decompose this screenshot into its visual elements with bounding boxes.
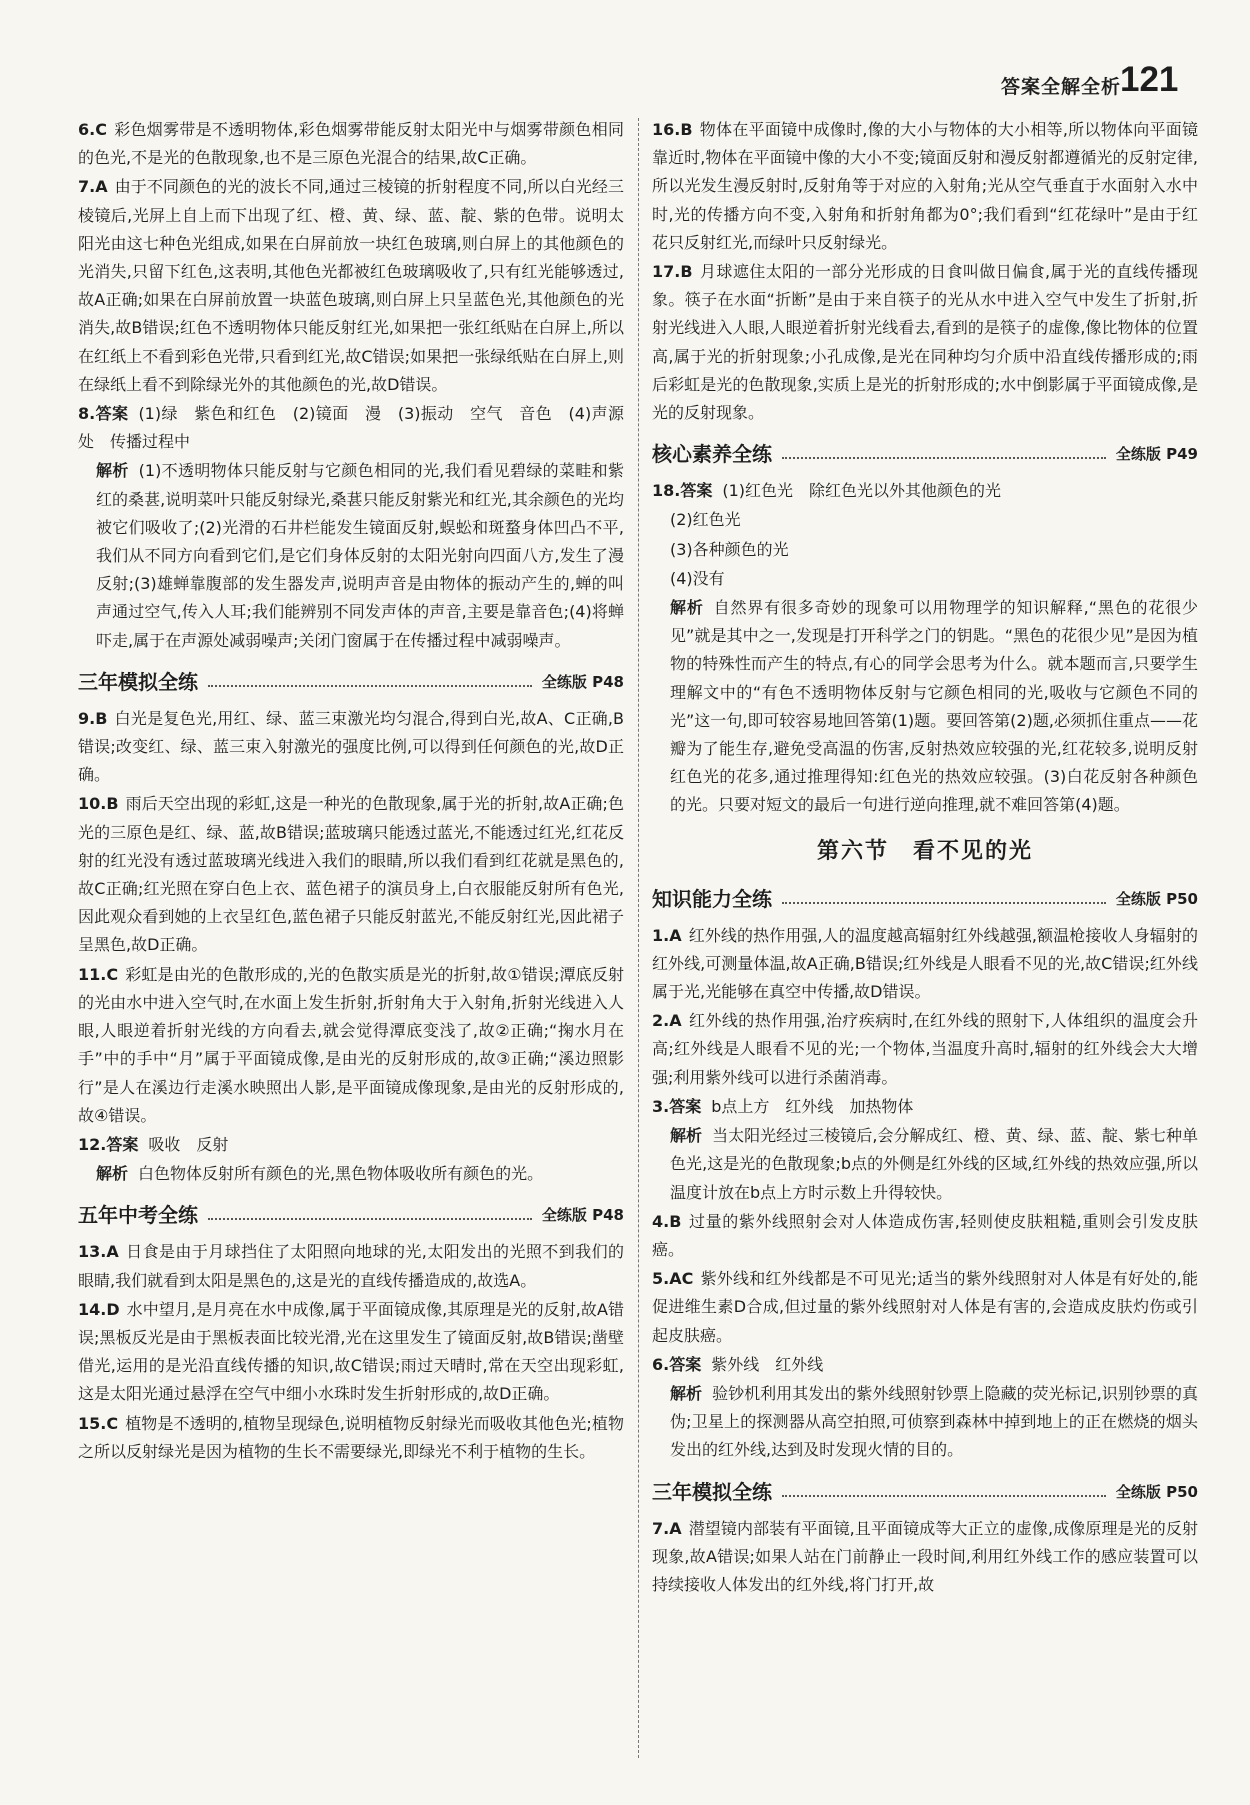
section-title: 知识能力全练 [652, 886, 772, 911]
section-title: 核心素养全练 [652, 442, 772, 467]
answer-text: 红外线的热作用强,人的温度越高辐射红外线越强,额温枪接收人身辐射的红外线,可测量体温,故A正确,B错误;红外线是人眼看不见的光,故C错误;红外线属于光,光能够在真空中传播,故D错误。 [652, 925, 1198, 1002]
answer-text: 白光是复色光,用红、绿、蓝三束激光均匀混合,得到白光,故A、C正确,B错误;改变红、绿、蓝三束入射激光的强度比例,可以得到任何颜色的光,故D正确。 [78, 708, 624, 785]
question-label: 10.B [78, 794, 119, 814]
answer-text: (1)红色光 除红色光以外其他颜色的光 [722, 481, 1002, 501]
answer-paragraph [78, 705, 624, 790]
answer-text: 吸收 反射 [148, 1134, 229, 1154]
running-header-title: 答案全解全析 [1001, 76, 1122, 98]
question-label: 16.B [652, 120, 693, 139]
answer-paragraph [78, 1410, 624, 1466]
answer-paragraph [652, 1515, 1198, 1600]
chapter-title: 看不见的光 [913, 838, 1034, 864]
dotted-leader [208, 1218, 532, 1220]
answer-text: 验钞机利用其发出的紫外线照射钞票上隐藏的荧光标记,识别钞票的真伪;卫星上的探测器从高空拍照,可侦察到森林中掉到地上的正在燃烧的烟头发出的红外线,达到及时发现火情的目的。 [670, 1383, 1198, 1460]
answer-paragraph [652, 1122, 1198, 1207]
question-label: 6.C [78, 120, 107, 139]
answer-paragraph [652, 1265, 1198, 1350]
answer-paragraph [652, 1093, 1198, 1121]
answer-text: 自然界有很多奇妙的现象可以用物理学的知识解释,“黑色的花很少见”就是其中之一,发现是打开科学之门的钥匙。“黑色的花很少见”是因为植物的特殊性而产生的特点,有心的同学会思考为什么。就本题而言,只要学生理解文中的“有色不透明物体反射与它颜色相同的光,吸收与它颜色不同的光”这一句,即可较容易地回答第(1)题。要回答第(2)题,必须抓住重点——花瓣为了能生存,避免受高温的伤害,反射热效应较强的光,红花较多,说明反射红色光的花多,通过推理得知:红色光的热效应较强。(3)白花反射各种颜色的光。只要对短文的最后一句进行逆向推理,就不难回答第(4)题。 [670, 598, 1198, 815]
dotted-leader [782, 457, 1106, 459]
answer-paragraph [78, 961, 624, 1130]
section-page-ref: 全练版 P48 [541, 672, 624, 691]
answer-paragraph [652, 922, 1198, 1007]
answer-text: 水中望月,是月亮在水中成像,属于平面镜成像,其原理是光的反射,故A错误;黑板反光是由于黑板表面比较光滑,光在这里发生了镜面反射,故B错误;凿壁借光,运用的是光沿直线传播的知识,故C错误;雨过天晴时,常在天空出现彩虹,这是太阳光通过悬浮在空气中细小水珠时发生折射形成的,故D正确。 [78, 1299, 624, 1404]
page-number: 121 [1120, 60, 1179, 99]
answer-text: 由于不同颜色的光的波长不同,通过三棱镜的折射程度不同,所以白光经三棱镜后,光屏上自上而下出现了红、橙、黄、绿、蓝、靛、紫的色带。说明太阳光由这七种色光组成,如果在白屏前放一块红色玻璃,则白屏上的其他颜色的光消失,只留下红色,这表明,其他色光都被红色玻璃吸收了,只有红光能够透过,故A正确;如果在白屏前放置一块蓝色玻璃,则白屏上只呈蓝色光,其他颜色的光消失,故B错误;红色不透明物体只能反射红光,如果把一张红纸贴在白屏上,所以在红纸上不看到彩色光带,只看到红光,故C错误;如果把一张绿纸贴在白屏上,则在绿纸上看不到除绿光外的其他颜色的光,故D错误。 [78, 177, 624, 394]
question-label: 解析 [670, 1126, 703, 1146]
dotted-leader [208, 685, 532, 687]
section-heading [652, 437, 1198, 471]
answer-paragraph [652, 536, 1198, 564]
section-heading [652, 1475, 1198, 1509]
answer-text: 紫外线和红外线都是不可见光;适当的紫外线照射对人体是有好处的,能促进维生素D合成,但过量的紫外线照射对人体是有害的,会造成皮肤灼伤或引起皮肤癌。 [652, 1269, 1198, 1345]
answer-paragraph [78, 1296, 624, 1409]
answer-text: 雨后天空出现的彩虹,这是一种光的色散现象,属于光的折射,故A正确;色光的三原色是红、绿、蓝,故B错误;蓝玻璃只能透过蓝光,不能透过红光,红花反射的红光没有透过蓝玻璃光线进入我们的眼睛,所以我们看到红花就是黑色的,故C正确;红光照在穿白色上衣、蓝色裙子的演员身上,白衣服能反射所有色光,因此观众看到她的上衣呈红色,蓝色裙子只能反射蓝光,不能反射红光,因此裙子呈黑色,故D正确。 [78, 794, 624, 955]
answer-text: 日食是由于月球挡住了太阳照向地球的光,太阳发出的光照不到我们的眼睛,我们就看到太阳是黑色的,这是光的直线传播造成的,故选A。 [78, 1242, 624, 1290]
question-label: 解析 [670, 1383, 703, 1403]
question-label: 14.D [78, 1299, 120, 1319]
answer-paragraph [652, 258, 1198, 427]
right-column [652, 116, 1198, 1600]
question-label: 6.答案 [652, 1354, 702, 1374]
chapter-number: 第六节 [816, 838, 889, 864]
dotted-leader [782, 902, 1106, 904]
section-title: 三年模拟全练 [78, 669, 198, 694]
question-label: 1.A [652, 925, 682, 945]
answer-paragraph [78, 457, 624, 654]
answer-text: 物体在平面镜中成像时,像的大小与物体的大小相等,所以物体向平面镜靠近时,物体在平面镜中像的大小不变;镜面反射和漫反射都遵循光的反射定律,所以光发生漫反射时,反射角等于对应的入射角;光从空气垂直于水面射入水中时,光的传播方向不变,入射角和折射角都为0°;我们看到“红花绿叶”是由于红花只反射红光,而绿叶只反射绿光。 [652, 120, 1198, 252]
section-page-ref: 全练版 P50 [1115, 889, 1198, 908]
question-label: 2.A [652, 1011, 682, 1031]
section-title: 三年模拟全练 [652, 1479, 772, 1504]
question-label: 4.B [652, 1211, 682, 1231]
section-page-ref: 全练版 P49 [1115, 445, 1198, 464]
question-label: 13.A [78, 1242, 119, 1262]
question-label: 11.C [78, 964, 119, 984]
answer-text: 植物是不透明的,植物呈现绿色,说明植物反射绿光而吸收其他色光;植物之所以反射绿光是因为植物的生长不需要绿光,即绿光不利于植物的生长。 [78, 1413, 624, 1461]
question-label: 5.AC [652, 1269, 694, 1289]
section-heading [78, 1198, 624, 1232]
column-divider [638, 118, 639, 1758]
question-label: 17.B [652, 262, 693, 282]
answer-paragraph [652, 477, 1198, 505]
answer-paragraph [652, 594, 1198, 820]
section-page-ref: 全练版 P50 [1115, 1482, 1198, 1501]
section-title: 五年中考全练 [78, 1203, 198, 1228]
answer-paragraph [78, 116, 624, 172]
answer-paragraph [652, 565, 1198, 593]
answer-paragraph [78, 790, 624, 959]
answer-paragraph [652, 116, 1198, 257]
answer-text: 彩虹是由光的色散形成的,光的色散实质是光的折射,故①错误;潭底反射的光由水中进入空气时,在水面上发生折射,折射角大于入射角,折射光线进入人眼,人眼逆着折射光线的方向看去,就会觉得潭底变浅了,故②正确;“掬水月在手”中的手中“月”属于平面镜成像,是由光的反射形成的,故③正确;“溪边照影行”是人在溪边行走溪水映照出人影,是平面镜成像现象,是由光的反射形成的,故④错误。 [78, 964, 624, 1125]
section-page-ref: 全练版 P48 [541, 1206, 624, 1225]
answer-paragraph [78, 400, 624, 456]
answer-paragraph [652, 1208, 1198, 1264]
question-label: 15.C [78, 1413, 119, 1433]
question-label: 解析 [96, 1164, 129, 1184]
answer-paragraph [652, 506, 1198, 534]
section-heading [652, 882, 1198, 916]
answer-text: (3)各种颜色的光 [670, 539, 789, 559]
question-label: 解析 [96, 461, 129, 481]
answer-paragraph [78, 1131, 624, 1159]
question-label: 12.答案 [78, 1134, 139, 1154]
chapter-heading [652, 832, 1198, 872]
answer-text: (1)不透明物体只能反射与它颜色相同的光,我们看见碧绿的菜畦和紫红的桑葚,说明菜叶只能反射绿光,桑葚只能反射紫光和红光,其余颜色的光均被它们吸收了;(2)光滑的石井栏能发生镜面反射,蜈蚣和斑蝥身体凹凸不平,我们从不同方向看到它们,是它们身体反射的太阳光射向四面八方,发生了漫反射;(3)雄蝉靠腹部的发生器发声,说明声音是由物体的振动产生的,蝉的叫声通过空气,传入人耳;我们能辨别不同发声体的声音,主要是靠音色;(4)将蝉吓走,属于在声源处减弱噪声;关闭门窗属于在传播过程中减弱噪声。 [96, 461, 624, 650]
answer-paragraph [652, 1380, 1198, 1465]
question-label: 18.答案 [652, 481, 713, 501]
answer-text: 紫外线 红外线 [711, 1354, 824, 1374]
question-label: 3.答案 [652, 1096, 702, 1116]
question-label: 9.B [78, 708, 108, 728]
answer-text: (1)绿 紫色和红色 (2)镜面 漫 (3)振动 空气 音色 (4)声源处 传播过程中 [78, 404, 624, 452]
answer-text: b点上方 红外线 加热物体 [711, 1096, 914, 1116]
answer-paragraph [652, 1351, 1198, 1379]
section-heading [78, 665, 624, 699]
left-column [78, 116, 624, 1467]
answer-text: 彩色烟雾带是不透明物体,彩色烟雾带能反射太阳光中与烟雾带颜色相同的色光,不是光的色散现象,也不是三原色光混合的结果,故C正确。 [78, 120, 624, 168]
answer-text: 月球遮住太阳的一部分光形成的日食叫做日偏食,属于光的直线传播现象。筷子在水面“折断”是由于来自筷子的光从水中进入空气中发生了折射,折射光线进入人眼,人眼逆着折射光线看去,看到的是筷子的虚像,像比物体的位置高,属于光的折射现象;小孔成像,是光在同种均匀介质中沿直线传播形成的;雨后彩虹是光的色散现象,实质上是光的折射形成的;水中倒影属于平面镜成像,是光的反射现象。 [652, 262, 1198, 423]
question-label: 解析 [670, 598, 704, 618]
question-label: 7.A [652, 1518, 682, 1538]
answer-paragraph [78, 1160, 624, 1188]
answer-text: (4)没有 [670, 568, 725, 588]
answer-text: (2)红色光 [670, 510, 741, 530]
question-label: 7.A [78, 177, 108, 197]
question-label: 8.答案 [78, 404, 129, 424]
answer-paragraph [652, 1007, 1198, 1092]
answer-text: 潜望镜内部装有平面镜,且平面镜成等大正立的虚像,成像原理是光的反射现象,故A错误;如果人站在门前静止一段时间,利用红外线工作的感应装置可以持续接收人体发出的红外线,将门打开,故 [652, 1518, 1198, 1594]
answer-paragraph [78, 1238, 624, 1294]
answer-paragraph [78, 173, 624, 399]
answer-text: 红外线的热作用强,治疗疾病时,在红外线的照射下,人体组织的温度会升高;红外线是人眼看不见的光;一个物体,当温度升高时,辐射的红外线会大大增强;利用紫外线可以进行杀菌消毒。 [652, 1011, 1198, 1087]
answer-text: 过量的紫外线照射会对人体造成伤害,轻则使皮肤粗糙,重则会引发皮肤癌。 [652, 1211, 1198, 1259]
answer-text: 白色物体反射所有颜色的光,黑色物体吸收所有颜色的光。 [138, 1164, 544, 1184]
answer-text: 当太阳光经过三棱镜后,会分解成红、橙、黄、绿、蓝、靛、紫七种单色光,这是光的色散现象;b点的外侧是红外线的区域,红外线的热效应强,所以温度计放在b点上方时示数上升得较快。 [670, 1126, 1198, 1202]
dotted-leader [782, 1495, 1106, 1497]
